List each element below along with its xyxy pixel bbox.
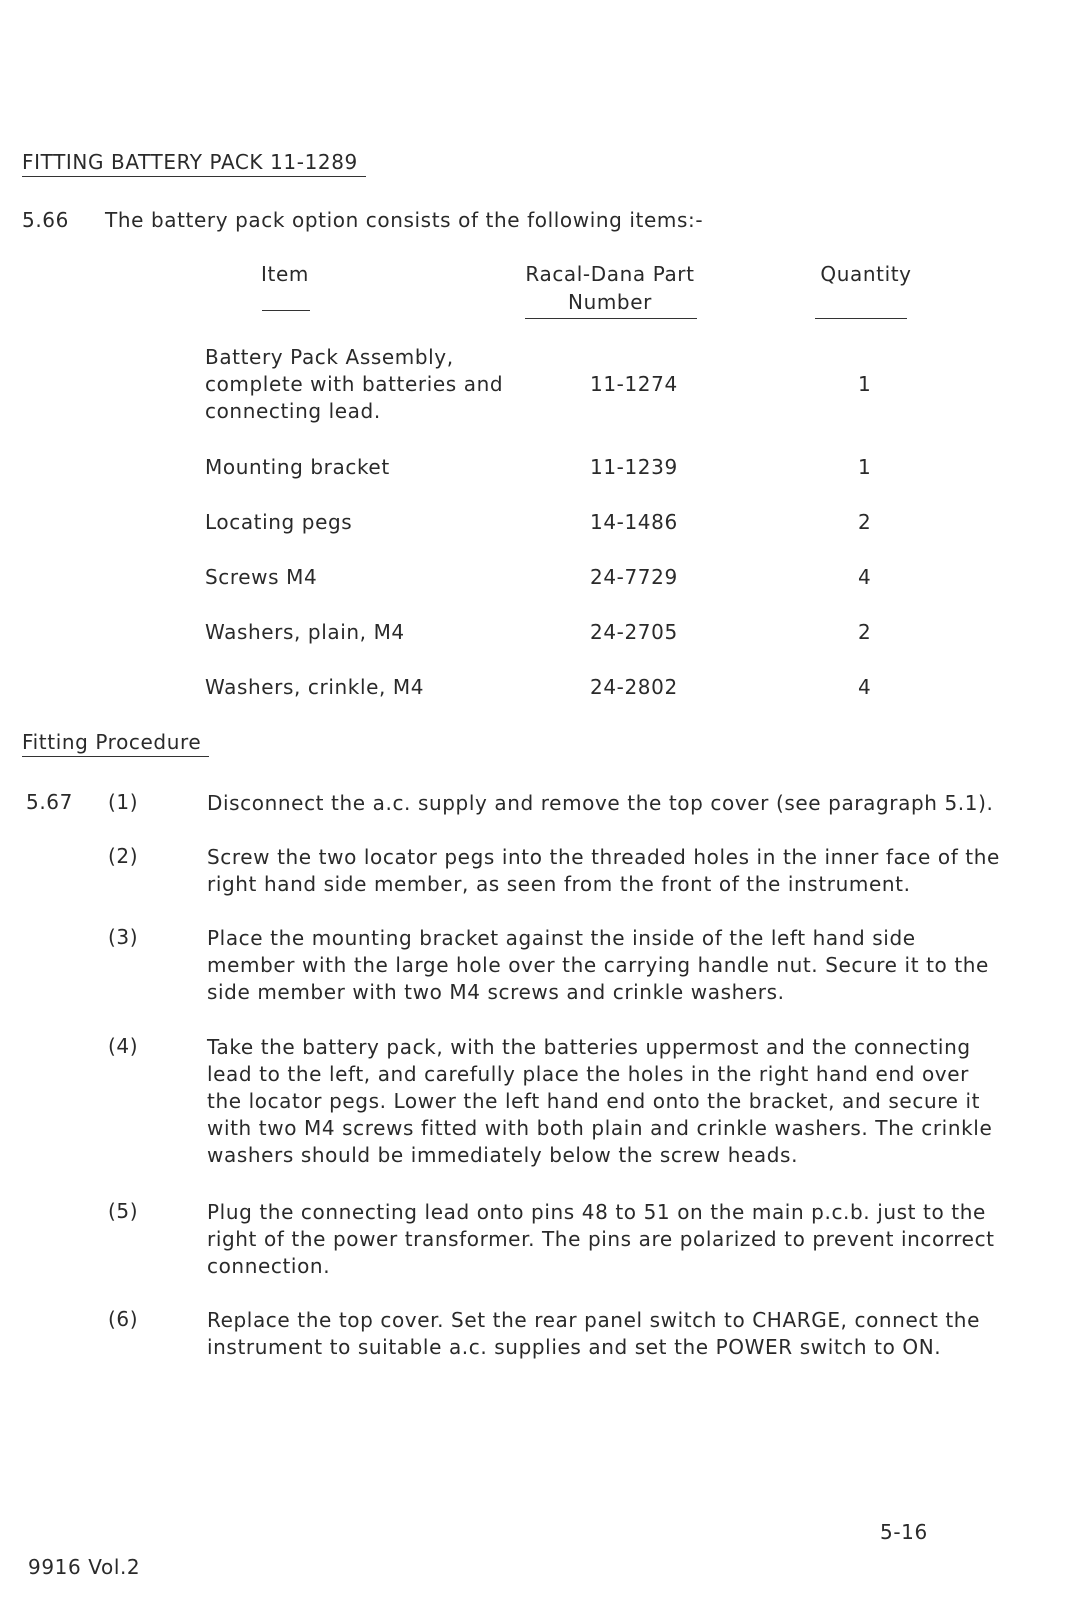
quantity: 2 [858, 620, 872, 644]
part-number: 24-2802 [590, 675, 678, 699]
item-name: Mounting bracket [205, 455, 390, 479]
quantity: 1 [858, 372, 872, 396]
item-name: Battery Pack Assembly, complete with batteries and connecting lead. [205, 345, 504, 423]
header-underline-item [262, 310, 310, 311]
header-underline-part [525, 318, 697, 319]
document-reference: 9916 Vol.2 [28, 1555, 141, 1579]
step-number: (6) [108, 1307, 139, 1331]
part-number: 11-1239 [590, 455, 678, 479]
step-text: Plug the connecting lead onto pins 48 to 51 on the main p.c.b. just to the right of the power transformer. The pins are polarized to prevent incorrect connection. [207, 1200, 995, 1278]
intro-text: The battery pack option consists of the following items:- [105, 208, 704, 232]
procedure-title: Fitting Procedure [22, 730, 209, 757]
quantity: 2 [858, 510, 872, 534]
step-text: Take the battery pack, with the batteries uppermost and the connecting lead to the left, and carefully place the holes in the right hand end over the locator pegs. Lower the left hand end onto the bracket, and secure it with two M4 screws fitted with both plain and crinkle washers. The crinkle washers should be immediately below the screw heads. [207, 1035, 993, 1167]
step-text: Screw the two locator pegs into the threaded holes in the inner face of the right hand side member, as seen from the front of the instrument. [207, 845, 1000, 896]
item-name: Washers, plain, M4 [205, 620, 405, 644]
column-header-item: Item [261, 262, 309, 286]
quantity: 4 [858, 565, 872, 589]
item-name: Locating pegs [205, 510, 353, 534]
paragraph-number: 5.66 [22, 208, 69, 232]
step-number: (1) [108, 790, 139, 814]
page-number: 5-16 [880, 1520, 928, 1544]
item-name: Screws M4 [205, 565, 318, 589]
paragraph-number: 5.67 [26, 790, 73, 814]
column-header-part-number: Racal-Dana Part Number [525, 262, 695, 314]
quantity: 1 [858, 455, 872, 479]
part-number: 24-2705 [590, 620, 678, 644]
part-number: 11-1274 [590, 372, 678, 396]
section-title: FITTING BATTERY PACK 11-1289 [22, 150, 366, 177]
step-text: Replace the top cover. Set the rear panel switch to CHARGE, connect the instrument to suitable a.c. supplies and set the POWER switch to ON. [207, 1308, 980, 1359]
step-number: (2) [108, 844, 139, 868]
item-name: Washers, crinkle, M4 [205, 675, 425, 699]
part-number: 24-7729 [590, 565, 678, 589]
step-text: Disconnect the a.c. supply and remove the top cover (see paragraph 5.1). [207, 791, 994, 815]
step-number: (5) [108, 1199, 139, 1223]
step-text: Place the mounting bracket against the inside of the left hand side member with the large hole over the carrying handle nut. Secure it to the side member with two M4 screws and crinkle washers. [207, 926, 989, 1004]
part-number: 14-1486 [590, 510, 678, 534]
step-number: (4) [108, 1034, 139, 1058]
column-header-quantity: Quantity [820, 262, 912, 286]
header-underline-quantity [815, 318, 907, 319]
step-number: (3) [108, 925, 139, 949]
quantity: 4 [858, 675, 872, 699]
